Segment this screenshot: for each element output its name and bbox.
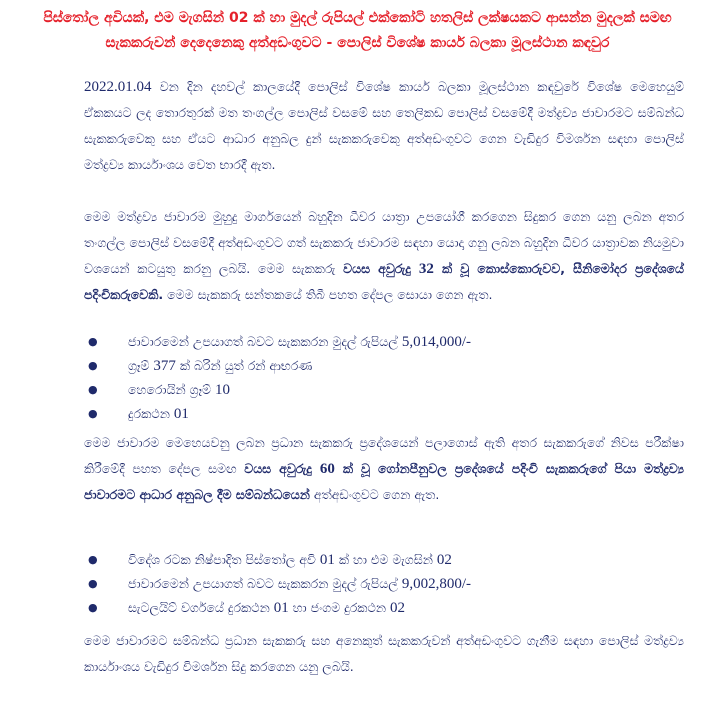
list-item: ● විදේශ රටක නිෂ්පාදිත පිස්තෝල අවි 01 ක් හා එම මැගසින් 02 — [128, 548, 715, 572]
paragraph-2-text-a: මෙම මත්ද්‍රව්‍ය ජාවාරම මුහුදු මාර්ගයෙන් බහුදින ධීවර යාත්‍රා උපයෝගී කරගෙන සිදුකර ගෙන යනු ලබන අතර තංගල්ල පොලිස් වසමේදී අත්අඩංගුවට ගත් සැකකරු ජාවාරම සඳහා යොදා ගනු ලබන බහුදින ධීවර යාත්‍රාවක නියමුවා වශයෙන් කටයුතු කරනු ලබයි. මෙම සැකකරු — [84, 209, 684, 276]
paragraph-3-text-a: මෙම ජාවාරම මෙහෙයවනු ලබන ප්‍රධාන සැකකරු ප්‍රදේශයෙන් පලාගොස් ඇති අතර සැකකරුගේ නිවස පරීක්ෂා කිරීමේදී පහත දේපල සමඟ — [84, 435, 684, 476]
list-item: ● දුරකථන 01 — [128, 402, 715, 426]
date: 2022.01.04 — [84, 79, 152, 95]
paragraph-3-bold: වයස අවුරුදු 60 ක් වූ ගෝනපීනුවල ප්‍රදේශයේ පදිංචි සැකකරුගේ පියා මත්ද්‍රව්‍ය ජාවාරමට ආධාර අනුබල දීම සම්බන්ධයෙන් — [84, 461, 684, 502]
paragraph-3 — [84, 430, 684, 508]
paragraph-4: මෙම ජාවාරමට සම්බන්ධ ප්‍රධාන සැකකරු සහ අනෙකුත් සැකකරුවන් අත්අඩංගුවට ගැනීම සඳහා පොලිස් මත්ද්‍රව්‍ය කාර්යාංශය වැඩිදුර විමර්ශන සිදු කරගෙන යනු ලබයි. — [84, 633, 684, 674]
paragraph-2-text-b: මෙම සැකකරු සන්තකයේ තිබී පහත දේපල සොයා ගෙන ඇත. — [163, 287, 493, 302]
document-title: පිස්තෝල අවියක්, එම මැගසින් 02 ක් හා මුදල් රුපියල් එක්කෝටි හතලිස් ලක්ෂයකට ආසන්න මුදලක් සමඟ සැකකරුවන් දෙදෙනෙකු අත්අඩංගුවට - පොලිස් විශේෂ කාර්ය බලකා මූලස්ථාන කඳවුර — [43, 10, 672, 51]
list-item: ● ජාවාරමෙන් උපයාගත් බවට සැකකරන මුදල් රුපියල් 5,014,000/- — [128, 330, 715, 354]
paragraph-1-text: වන දින දහවල් කාලයේදී පොලිස් විශේෂ කාර්ය බලකා මූලස්ථාන කඳවුරේ විශේෂ මෙහෙයුම් ඒකකයට ලද තොරතුරක් මත තංගල්ල පොලිස් වසමේ සහ තෙලිකඩ පොලිස් වසමේදී මත්ද්‍රව්‍ය ජාවාරමට සම්බන්ධ සැකකරුවෙකු සහ ඒයට ආධාර අනුබල දුන් සැකකරුවෙකු අත්අඩංගුවට ගෙන වැඩිදුර විමර්ශන සඳහා පොලිස් මත්ද්‍රව්‍ය කාර්යාංශය වෙත භාරදී ඇත. — [84, 79, 684, 172]
paragraph-1 — [84, 74, 684, 178]
property-list-2 — [84, 548, 715, 620]
paragraph-2 — [84, 204, 684, 308]
property-list-1 — [84, 330, 715, 426]
list-item: ● ග්‍රෑම් 377 ක් බරින් යුත් රන් ආභරණ — [128, 354, 715, 378]
list-item: ● ජාවාරමෙන් උපයාගත් බවට සැකකරන මුදල් රුපියල් 9,002,800/- — [128, 572, 715, 596]
paragraph-3-text-b: අත්අඩංගුවට ගෙන ඇත. — [309, 487, 440, 502]
list-item: ● සැටලයිට් වර්ගයේ දුරකථන 01 හා ජංගම දුරකථන 02 — [128, 596, 715, 620]
paragraph-2-bold: වයස අවුරුදු 32 ක් වූ කොස්කොරුවව, සීනිමෝදර ප්‍රදේශයේ පදිංචිකරුවෙකි. — [84, 261, 685, 302]
list-item: ● හෙරොයින් ග්‍රෑම් 10 — [128, 378, 715, 402]
